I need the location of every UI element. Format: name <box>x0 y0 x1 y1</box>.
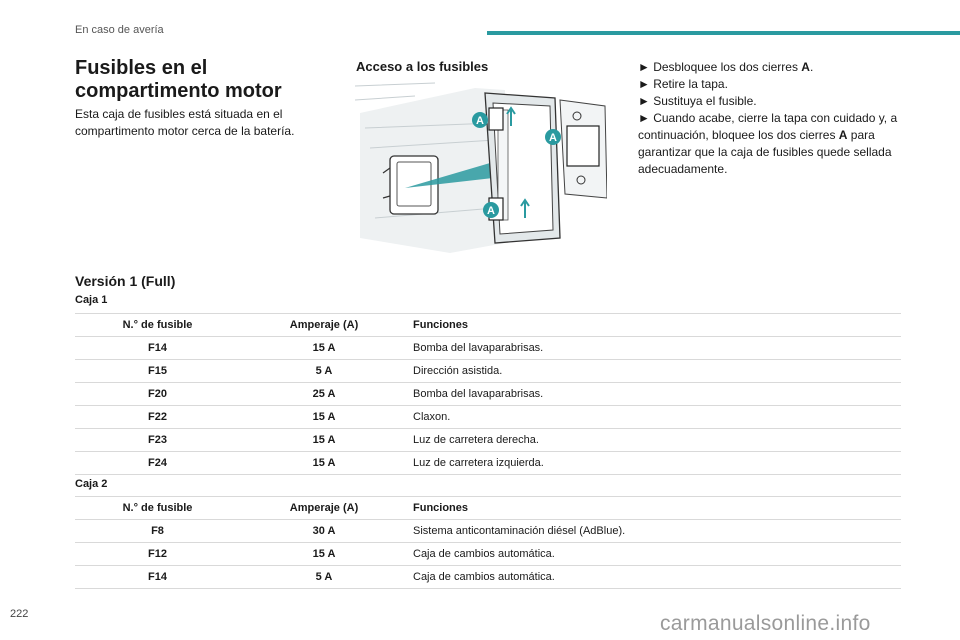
table-row <box>75 566 901 589</box>
table-row <box>75 429 901 452</box>
page-number: 222 <box>10 608 29 620</box>
step-item: ► Retire la tapa. <box>638 77 728 91</box>
fuse-number: F14 <box>75 566 240 589</box>
box-2-label: Caja 2 <box>75 478 108 490</box>
table-row <box>75 337 901 360</box>
step-item: ► Cuando acabe, cierre la tapa con cuidado y, a continuación, bloquee los dos cierres A para garantizar que la caja de fusibles quede sellada adecuadamente. <box>638 111 898 176</box>
access-title: Acceso a los fusibles <box>356 59 489 74</box>
table-row <box>75 520 901 543</box>
table-row <box>75 360 901 383</box>
access-steps <box>638 59 900 178</box>
fuse-number: F20 <box>75 383 240 406</box>
section-label: En caso de avería <box>75 24 164 36</box>
fuse-number: F14 <box>75 337 240 360</box>
fuse-table-box-2 <box>75 496 901 589</box>
fuse-function: Caja de cambios automática. <box>408 566 901 589</box>
table-row <box>75 452 901 475</box>
fuse-amperage: 15 A <box>240 406 408 429</box>
fuse-amperage: 25 A <box>240 383 408 406</box>
fuse-function: Luz de carretera izquierda. <box>408 452 901 475</box>
header-amperage: Amperaje (A) <box>240 497 408 520</box>
table-header-row <box>75 497 901 520</box>
fuse-number: F8 <box>75 520 240 543</box>
fuse-number: F22 <box>75 406 240 429</box>
fuse-amperage: 15 A <box>240 543 408 566</box>
table-row <box>75 543 901 566</box>
fuse-box-illustration <box>355 78 607 258</box>
intro-text: Esta caja de fusibles está situada en el compartimento motor cerca de la batería. <box>75 107 295 138</box>
header-functions: Funciones <box>408 497 901 520</box>
page-title: Fusibles en el compartimento motor <box>75 57 282 102</box>
fuse-amperage: 15 A <box>240 452 408 475</box>
marker-a-top: A <box>476 115 484 127</box>
fuse-amperage: 15 A <box>240 429 408 452</box>
table-row <box>75 383 901 406</box>
header-functions: Funciones <box>408 314 901 337</box>
step-item: ► Desbloquee los dos cierres A. <box>638 60 814 74</box>
fuse-number: F15 <box>75 360 240 383</box>
fuse-function: Luz de carretera derecha. <box>408 429 901 452</box>
fuse-amperage: 15 A <box>240 337 408 360</box>
header-amperage: Amperaje (A) <box>240 314 408 337</box>
header-fuse-number: N.° de fusible <box>75 497 240 520</box>
box-1-label: Caja 1 <box>75 294 108 306</box>
fuse-function: Bomba del lavaparabrisas. <box>408 337 901 360</box>
fuse-amperage: 5 A <box>240 360 408 383</box>
fuse-function: Sistema anticontaminación diésel (AdBlue). <box>408 520 901 543</box>
marker-a-right: A <box>549 132 557 144</box>
fuse-number: F23 <box>75 429 240 452</box>
watermark: carmanualsonline.info <box>660 612 871 635</box>
fuse-amperage: 5 A <box>240 566 408 589</box>
fuse-number: F24 <box>75 452 240 475</box>
version-title: Versión 1 (Full) <box>75 273 176 289</box>
step-item: ► Sustituya el fusible. <box>638 94 757 108</box>
fuse-amperage: 30 A <box>240 520 408 543</box>
fuse-number: F12 <box>75 543 240 566</box>
header-fuse-number: N.° de fusible <box>75 314 240 337</box>
fuse-function: Bomba del lavaparabrisas. <box>408 383 901 406</box>
fuse-table-box-1 <box>75 313 901 475</box>
marker-a-bottom: A <box>487 205 495 217</box>
fuse-function: Claxon. <box>408 406 901 429</box>
fuse-function: Dirección asistida. <box>408 360 901 383</box>
header-accent-bar <box>487 31 960 35</box>
fuse-function: Caja de cambios automática. <box>408 543 901 566</box>
table-header-row <box>75 314 901 337</box>
table-row <box>75 406 901 429</box>
